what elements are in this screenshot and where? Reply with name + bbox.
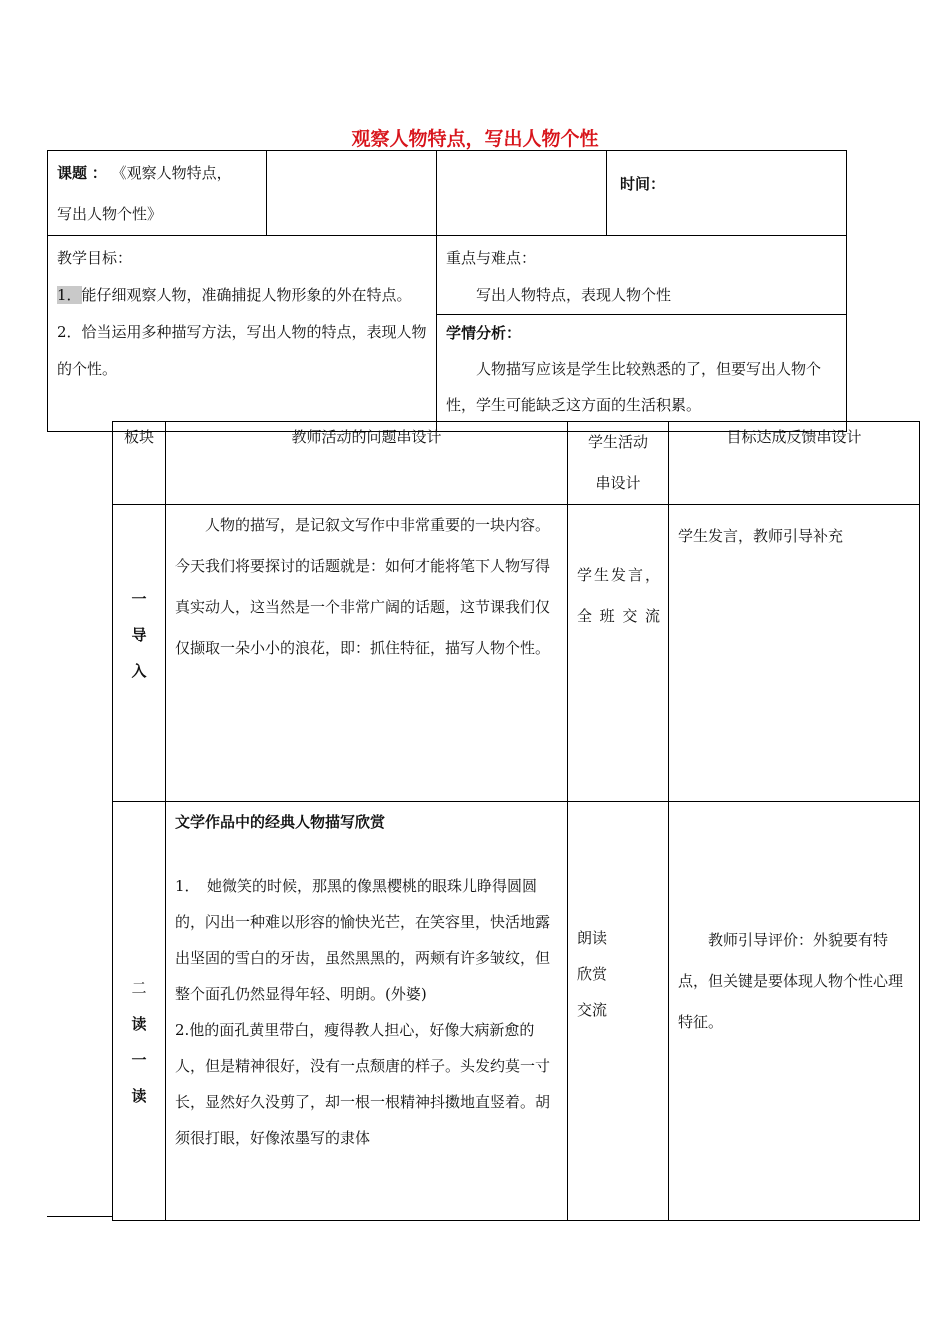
goal-item-1: 1．能仔细观察人物，准确捕捉人物形象的外在特点。 (57, 286, 412, 304)
time-cell (607, 151, 847, 236)
key-points-text: 写出人物特点，表现人物个性 (476, 286, 672, 304)
time-label: 时间： (620, 175, 666, 193)
teacher-cell-1: 人物的描写，是记叙文写作中非常重要的一块内容。今天我们将要探讨的话题就是：如何才能将笔下人物写得真实动人，这当然是一个非常广阔的话题，这节课我们仅仅撷取一朵小小的浪花，即：抓住特征，描写人物个性。 (166, 505, 568, 802)
key-points-cell (437, 236, 847, 315)
analysis-text: 人物描写应该是学生比较熟悉的了，但要写出人物个性，学生可能缺乏这方面的生活积累。 (446, 360, 822, 414)
student-line: 交流 (577, 1001, 608, 1019)
block-1-char: 导 (131, 626, 147, 644)
goals-cell (48, 236, 437, 432)
header-feedback: 目标达成反馈串设计 (669, 422, 920, 505)
empty-cell (267, 151, 437, 236)
student-cell-1: 学生发言，全班交流 (568, 505, 669, 802)
lesson-table (112, 421, 920, 1221)
topic-label: 课题 (57, 164, 88, 182)
header-teacher: 教师活动的问题串设计 (166, 422, 568, 505)
block-2-char: 读 (131, 1015, 147, 1033)
block-1-char: 入 (131, 662, 147, 680)
analysis-label: 学情分析： (446, 324, 522, 342)
feedback-cell-2: 教师引导评价：外貌要有特点，但关键是要体现人物个性心理特征。 (669, 802, 920, 1221)
analysis-cell (437, 315, 847, 432)
teacher-cell-2 (166, 802, 568, 1221)
student-cell-2 (568, 802, 669, 1221)
goal-item-2: 2．恰当运用多种描写方法，写出人物的特点，表现人物的个性。 (57, 323, 427, 378)
topic-cell: 课题 ： 《观察人物特点， 写出人物个性》 (48, 151, 267, 236)
feedback-cell-1: 学生发言，教师引导补充 (669, 505, 920, 802)
key-points-label: 重点与难点： (446, 249, 537, 267)
goals-label: 教学目标： (57, 249, 133, 267)
student-line: 朗读 (577, 929, 608, 947)
block-cell-1 (113, 505, 166, 802)
block-2-char: 读 (131, 1087, 147, 1105)
block-1-char: 一 (131, 590, 147, 608)
teacher-item-2: 2.他的面孔黄里带白，瘦得教人担心，好像大病新愈的人，但是精神很好，没有一点颓唐的样子。头发约莫一寸长，显然好久没剪了，却一根一根精神抖擞地直竖着。胡须很打眼，好像浓墨写的隶体 (175, 1021, 551, 1147)
teacher-heading: 文学作品中的经典人物描写欣赏 (175, 813, 386, 831)
topic-value: 《观察人物特点， (111, 164, 232, 182)
teacher-item-1: 1． 她微笑的时候，那黑的像黑樱桃的眼珠儿睁得圆圆的，闪出一种难以形容的愉快光芒，在笑容里，快活地露出坚固的雪白的牙齿，虽然黑黑的，两颊有许多皱纹，但整个面孔仍然显得年轻、明朗。(外婆) (175, 877, 551, 1003)
student-line: 欣赏 (577, 965, 608, 983)
empty-cell (437, 151, 607, 236)
block-2-char: 一 (131, 1051, 147, 1069)
header-block: 板块 (113, 422, 166, 505)
page-title: 观察人物特点，写出人物个性 (351, 128, 599, 150)
block-2-char: 二 (131, 979, 147, 997)
table-bottom-rule (47, 1216, 112, 1217)
header-student: 学生活动 串设计 (568, 422, 669, 505)
info-table (47, 150, 847, 432)
block-cell-2 (113, 802, 166, 1221)
